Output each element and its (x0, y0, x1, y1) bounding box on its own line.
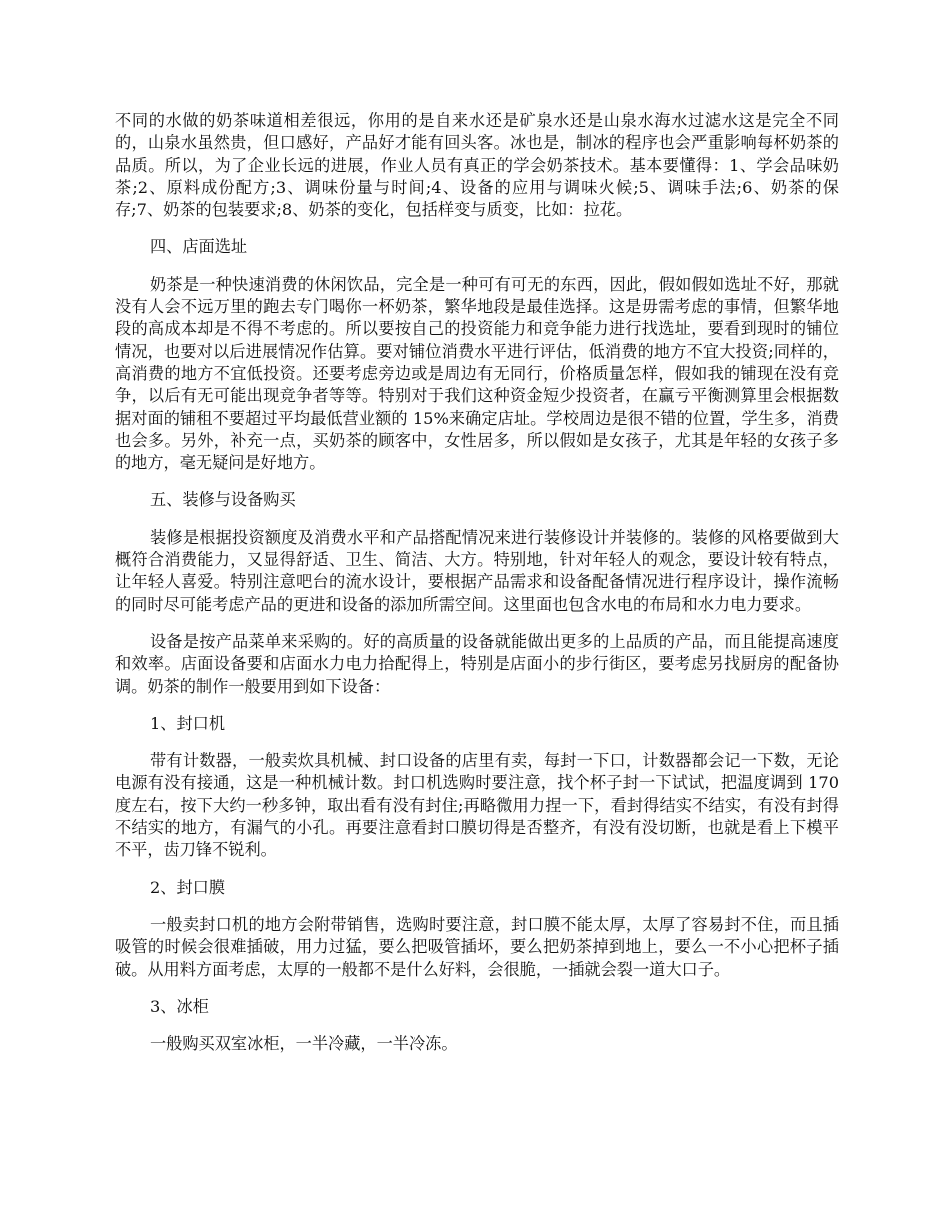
heading-decoration-equipment: 五、装修与设备购买 (150, 490, 296, 510)
paragraph-decoration: 装修是根据投资额度及消费水平和产品搭配情况来进行装修设计并装修的。装修的风格要做到大概符合消费能力，又显得舒适、卫生、简洁、大方。特别地，针对年轻人的观念，要设计较有特点，让年轻人喜爱。特别注意吧台的流水设计，要根据产品需求和设备配备情况进行程序设计，操作流畅的同时尽可能考虑产品的更进和设备的添加所需空间。这里面也包含水电的布局和水力电力要求。 (115, 527, 839, 614)
heading-sealing-machine: 1、封口机 (150, 713, 226, 733)
heading-store-location: 四、店面选址 (150, 237, 248, 257)
document-body (115, 110, 839, 1055)
paragraph-water-quality: 不同的水做的奶茶味道相差很远，你用的是自来水还是矿泉水还是山泉水海水过滤水这是完全不同的，山泉水虽然贵，但口感好，产品好才能有回头客。冰也是，制冰的程序也会严重影响每杯奶茶的品质。所以，为了企业长远的进展，作业人员有真正的学会奶茶技术。基本要懂得：1、学会品味奶茶;2、原料成份配方;3、调味份量与时间;4、设备的应用与调味火候;5、调味手法;6、奶茶的保存;7、奶茶的包装要求;8、奶茶的变化，包括样变与质变，比如：拉花。 (115, 111, 839, 220)
paragraph-equipment: 设备是按产品菜单来采购的。好的高质量的设备就能做出更多的上品质的产品，而且能提高速度和效率。店面设备要和店面水力电力拾配得上，特别是店面小的步行街区，要考虑另找厨房的配备协调。奶茶的制作一般要用到如下设备： (115, 631, 839, 696)
paragraph-sealing-machine: 带有计数器，一般卖炊具机械、封口设备的店里有卖，每封一下口，计数器都会记一下数，无论电源有没有接通，这是一种机械计数。封口机选购时要注意，找个杯子封一下试试，把温度调到 170 度左右，按下大约一秒多钟，取出看有没有封住;再略微用力捏一下，看封得结实不结实，有没有封得不结实的地方，有漏气的小孔。再要注意看封口膜切得是否整齐，有没有没切断，也就是看上下模平不平，齿刀锋不锐利。 (115, 751, 839, 860)
paragraph-store-location: 奶茶是一种快速消费的休闲饮品，完全是一种可有可无的东西，因此，假如假如选址不好，那就没有人会不远万里的跑去专门喝你一杯奶茶，繁华地段是最佳选择。这是毋需考虑的事情，但繁华地段的高成本却是不得不考虑的。所以要按自己的投资能力和竞争能力进行找选址，要看到现时的铺位情况，也要对以后进展情况作估算。要对铺位消费水平进行评估，低消费的地方不宜大投资;同样的，高消费的地方不宜低投资。还要考虑旁边或是周边有无同行，价格质量怎样，假如我的铺现在没有竞争，以后有无可能出现竞争者等等。特别对于我们这种资金短少投资者，在赢亏平衡测算里会根据数据对面的铺租不要超过平均最低营业额的 15%来确定店址。学校周边是很不错的位置，学生多，消费也会多。另外，补充一点，买奶茶的顾客中，女性居多，所以假如是女孩子，尤其是年轻的女孩子多的地方，毫无疑问是好地方。 (115, 274, 839, 473)
heading-sealing-film: 2、封口膜 (150, 877, 226, 897)
heading-freezer: 3、冰柜 (150, 996, 209, 1016)
paragraph-sealing-film: 一般卖封口机的地方会附带销售，选购时要注意，封口膜不能太厚，太厚了容易封不住，而且插吸管的时候会很难插破，用力过猛，要么把吸管插坏，要么把奶茶掉到地上，要么一不小心把杯子插破。从用料方面考虑，太厚的一般都不是什么好料，会很脆，一插就会裂一道大口子。 (115, 914, 839, 979)
paragraph-freezer: 一般购买双室冰柜，一半冷藏，一半冷冻。 (150, 1034, 458, 1054)
